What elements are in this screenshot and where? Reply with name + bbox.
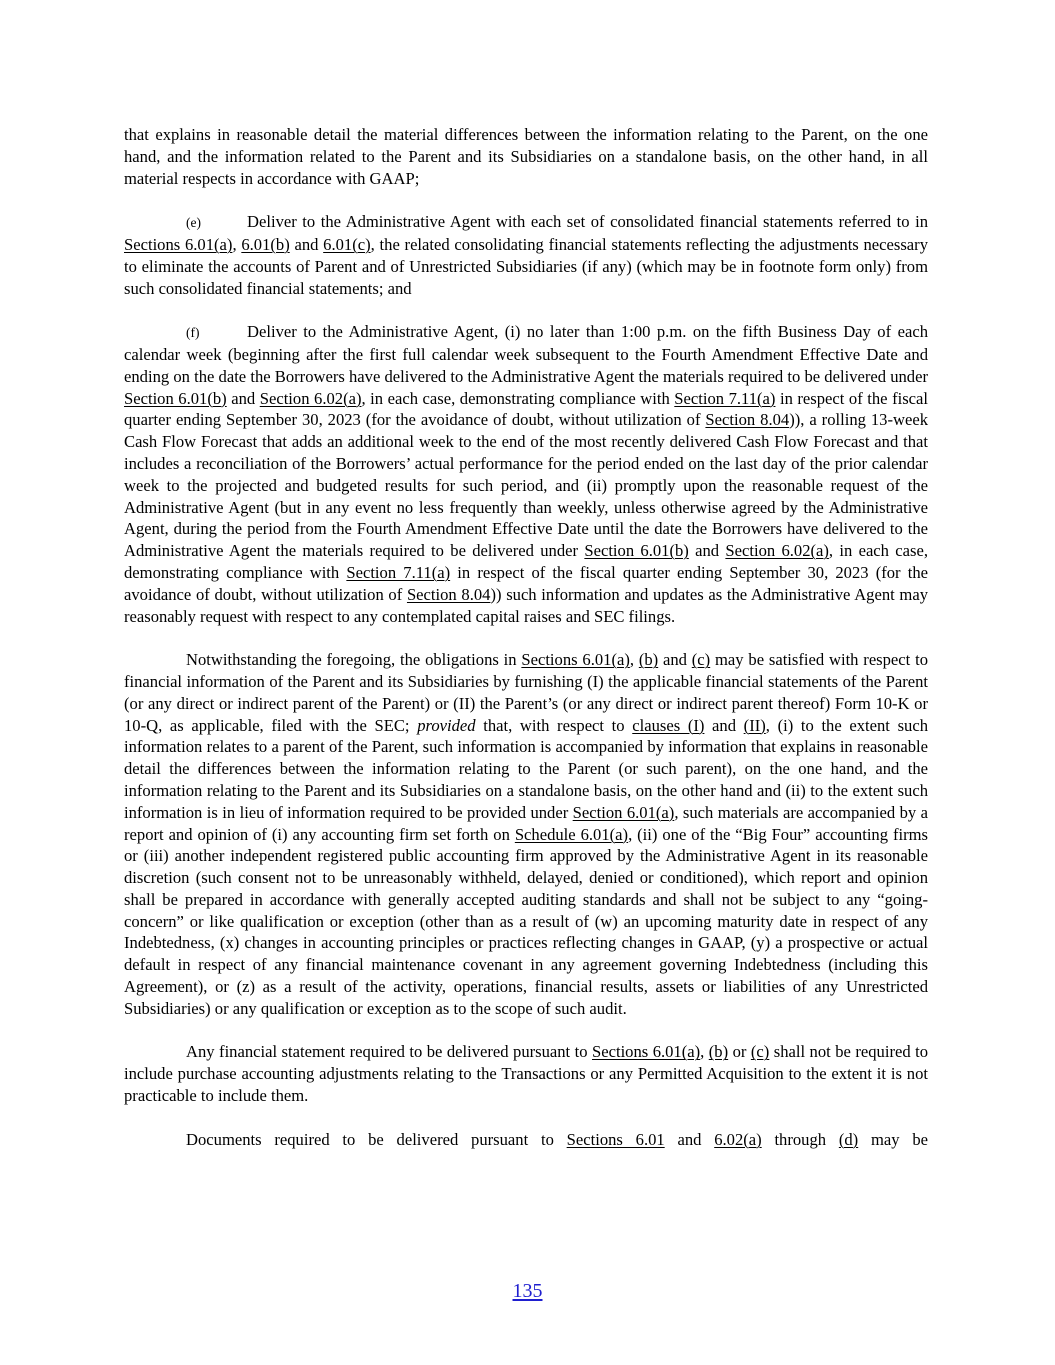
section-ref-link[interactable]: Section 6.02(a)	[259, 388, 362, 408]
section-ref-link[interactable]: Section 8.04	[406, 584, 491, 604]
paragraph-financial-statement: Any financial statement required to be delivered pursuant to Sections 6.01(a), (b) or (c) shall not be required to include purchase accounting adjustments relating to the Transactions or any Permitted Acquisition to the extent it is not practicable to include them.	[124, 1042, 928, 1106]
section-ref-link[interactable]: Sections 6.01	[566, 1129, 665, 1149]
item-label-e: (e)	[186, 215, 201, 231]
section-ref-link[interactable]: Section 6.01(a)	[572, 802, 675, 822]
schedule-ref-link[interactable]: Schedule 6.01(a)	[514, 824, 629, 844]
paragraph-text: that explains in reasonable detail the material differences between the information relating to the Parent, on the one hand, and the information related to the Parent and its Subsidiaries on a standalone basis, on the other hand, in all material respects in accordance with GAAP;	[124, 125, 928, 188]
paragraph-item-f: (f) Deliver to the Administrative Agent, (i) no later than 1:00 p.m. on the fifth Business Day of each calendar week (beginning after the first full calendar week subsequent to the Fourth Amendment Effective Date and ending on the date the Borrowers have delivered to the Administrative Agent the materials required to be delivered under Section 6.01(b) and Section 6.02(a), in each case, demonstrating compliance with Section 7.11(a) in respect of the fiscal quarter ending September 30, 2023 (for the avoidance of doubt, without utilization of Section 8.04)), a rolling 13-week Cash Flow Forecast that adds an additional week to the end of the most recently delivered Cash Flow Forecast and that includes a reconciliation of the Borrowers’ actual performance for the period ended on the last day of the prior calendar week to the projected and budgeted results for such period, and (ii) promptly upon the reasonable request of the Administrative Agent (but in any event no less frequently than weekly, unless otherwise agreed by the Administrative Agent, during the period from the Fourth Amendment Effective Date until the date the Borrowers have delivered to the Administrative Agent the materials required to be delivered under Section 6.01(b) and Section 6.02(a), in each case, demonstrating compliance with Section 7.11(a) in respect of the fiscal quarter ending September 30, 2023 (for the avoidance of doubt, without utilization of Section 8.04)) such information and updates as the Administrative Agent may reasonably request with respect to any contemplated capital raises and SEC filings.	[124, 322, 929, 626]
section-ref-link[interactable]: Sections 6.01(a)	[124, 234, 233, 254]
document-page	[124, 124, 928, 1172]
italic-provided: provided	[417, 715, 476, 735]
page-number	[0, 1279, 1055, 1303]
section-ref-link[interactable]: (c)	[750, 1042, 770, 1062]
page-number-link[interactable]: 135	[512, 1280, 543, 1302]
item-label-f: (f)	[186, 325, 200, 341]
section-ref-link[interactable]: 6.01(b)	[241, 234, 290, 254]
section-ref-link[interactable]: Section 7.11(a)	[346, 562, 451, 582]
section-ref-link[interactable]: 6.02(a)	[714, 1129, 762, 1149]
section-ref-link[interactable]: (b)	[708, 1042, 729, 1062]
paragraph-item-e: (e) Deliver to the Administrative Agent with each set of consolidated financial statements referred to in Sections 6.01(a), 6.01(b) and 6.01(c), the related consolidating financial statements reflecting the adjustments necessary to eliminate the accounts of Parent and of Unrestricted Subsidiaries (if any) (which may be in footnote form only) from such consolidated financial statements; and	[124, 212, 928, 298]
section-ref-link[interactable]: Section 6.01(b)	[124, 388, 227, 408]
section-ref-link[interactable]: (c)	[691, 650, 711, 670]
paragraph-notwithstanding: Notwithstanding the foregoing, the obligations in Sections 6.01(a), (b) and (c) may be satisfied with respect to financial information of the Parent and its Subsidiaries by furnishing (I) the applicable financial statements of the Parent (or any direct or indirect parent of the Parent) or (II) the Parent’s (or any direct or indirect parent thereof) Form 10-K or 10-Q, as applicable, filed with the SEC; provided that, with respect to clauses (I) and (II), (i) to the extent such information relates to a parent of the Parent, such information is accompanied by information that explains in reasonable detail the differences between the information relating to the Parent (or such parent), on the one hand, and the information relating to the Parent and its Subsidiaries on a standalone basis, on the other hand and (ii) to the extent such information is in lieu of information required to be provided under Section 6.01(a), such materials are accompanied by a report and opinion of (i) any accounting firm set forth on Schedule 6.01(a), (ii) one of the “Big Four” accounting firms or (iii) another independent registered public accounting firm approved by the Administrative Agent in its reasonable discretion (such consent not to be unreasonably withheld, delayed, denied or conditioned), which report and opinion shall be prepared in accordance with generally accepted auditing standards and shall not be subject to any “going-concern” or like qualification or exception (other than as a result of (w) an upcoming maturity date in respect of any Indebtedness, (x) changes in accounting principles or practices reflecting changes in GAAP, (y) a prospective or actual default in respect of any financial maintenance covenant in any agreement governing Indebtedness (including this Agreement), or (z) as a result of the activity, operations, financial results, assets or liabilities of any Unrestricted Subsidiaries) or any qualification or exception as to the scope of such audit.	[124, 650, 929, 1018]
paragraph-gaap-continuation	[124, 124, 928, 189]
section-ref-link[interactable]: Section 6.01(b)	[584, 541, 689, 561]
paragraph-documents: Documents required to be delivered pursuant to Sections 6.01 and 6.02(a) through (d) may be	[186, 1129, 928, 1149]
section-ref-link[interactable]: Sections 6.01(a)	[592, 1042, 701, 1062]
section-ref-link[interactable]: Section 7.11(a)	[674, 388, 776, 408]
section-ref-link[interactable]: (b)	[638, 650, 659, 670]
section-ref-link[interactable]: Section 6.02(a)	[725, 541, 829, 561]
section-ref-link[interactable]: (d)	[838, 1129, 859, 1149]
clause-ref-link[interactable]: clauses (I)	[632, 715, 705, 735]
clause-ref-link[interactable]: (II)	[743, 715, 766, 735]
section-ref-link[interactable]: 6.01(c)	[323, 234, 371, 254]
section-ref-link[interactable]: Sections 6.01(a)	[521, 650, 630, 670]
section-ref-link[interactable]: Section 8.04	[705, 410, 790, 430]
